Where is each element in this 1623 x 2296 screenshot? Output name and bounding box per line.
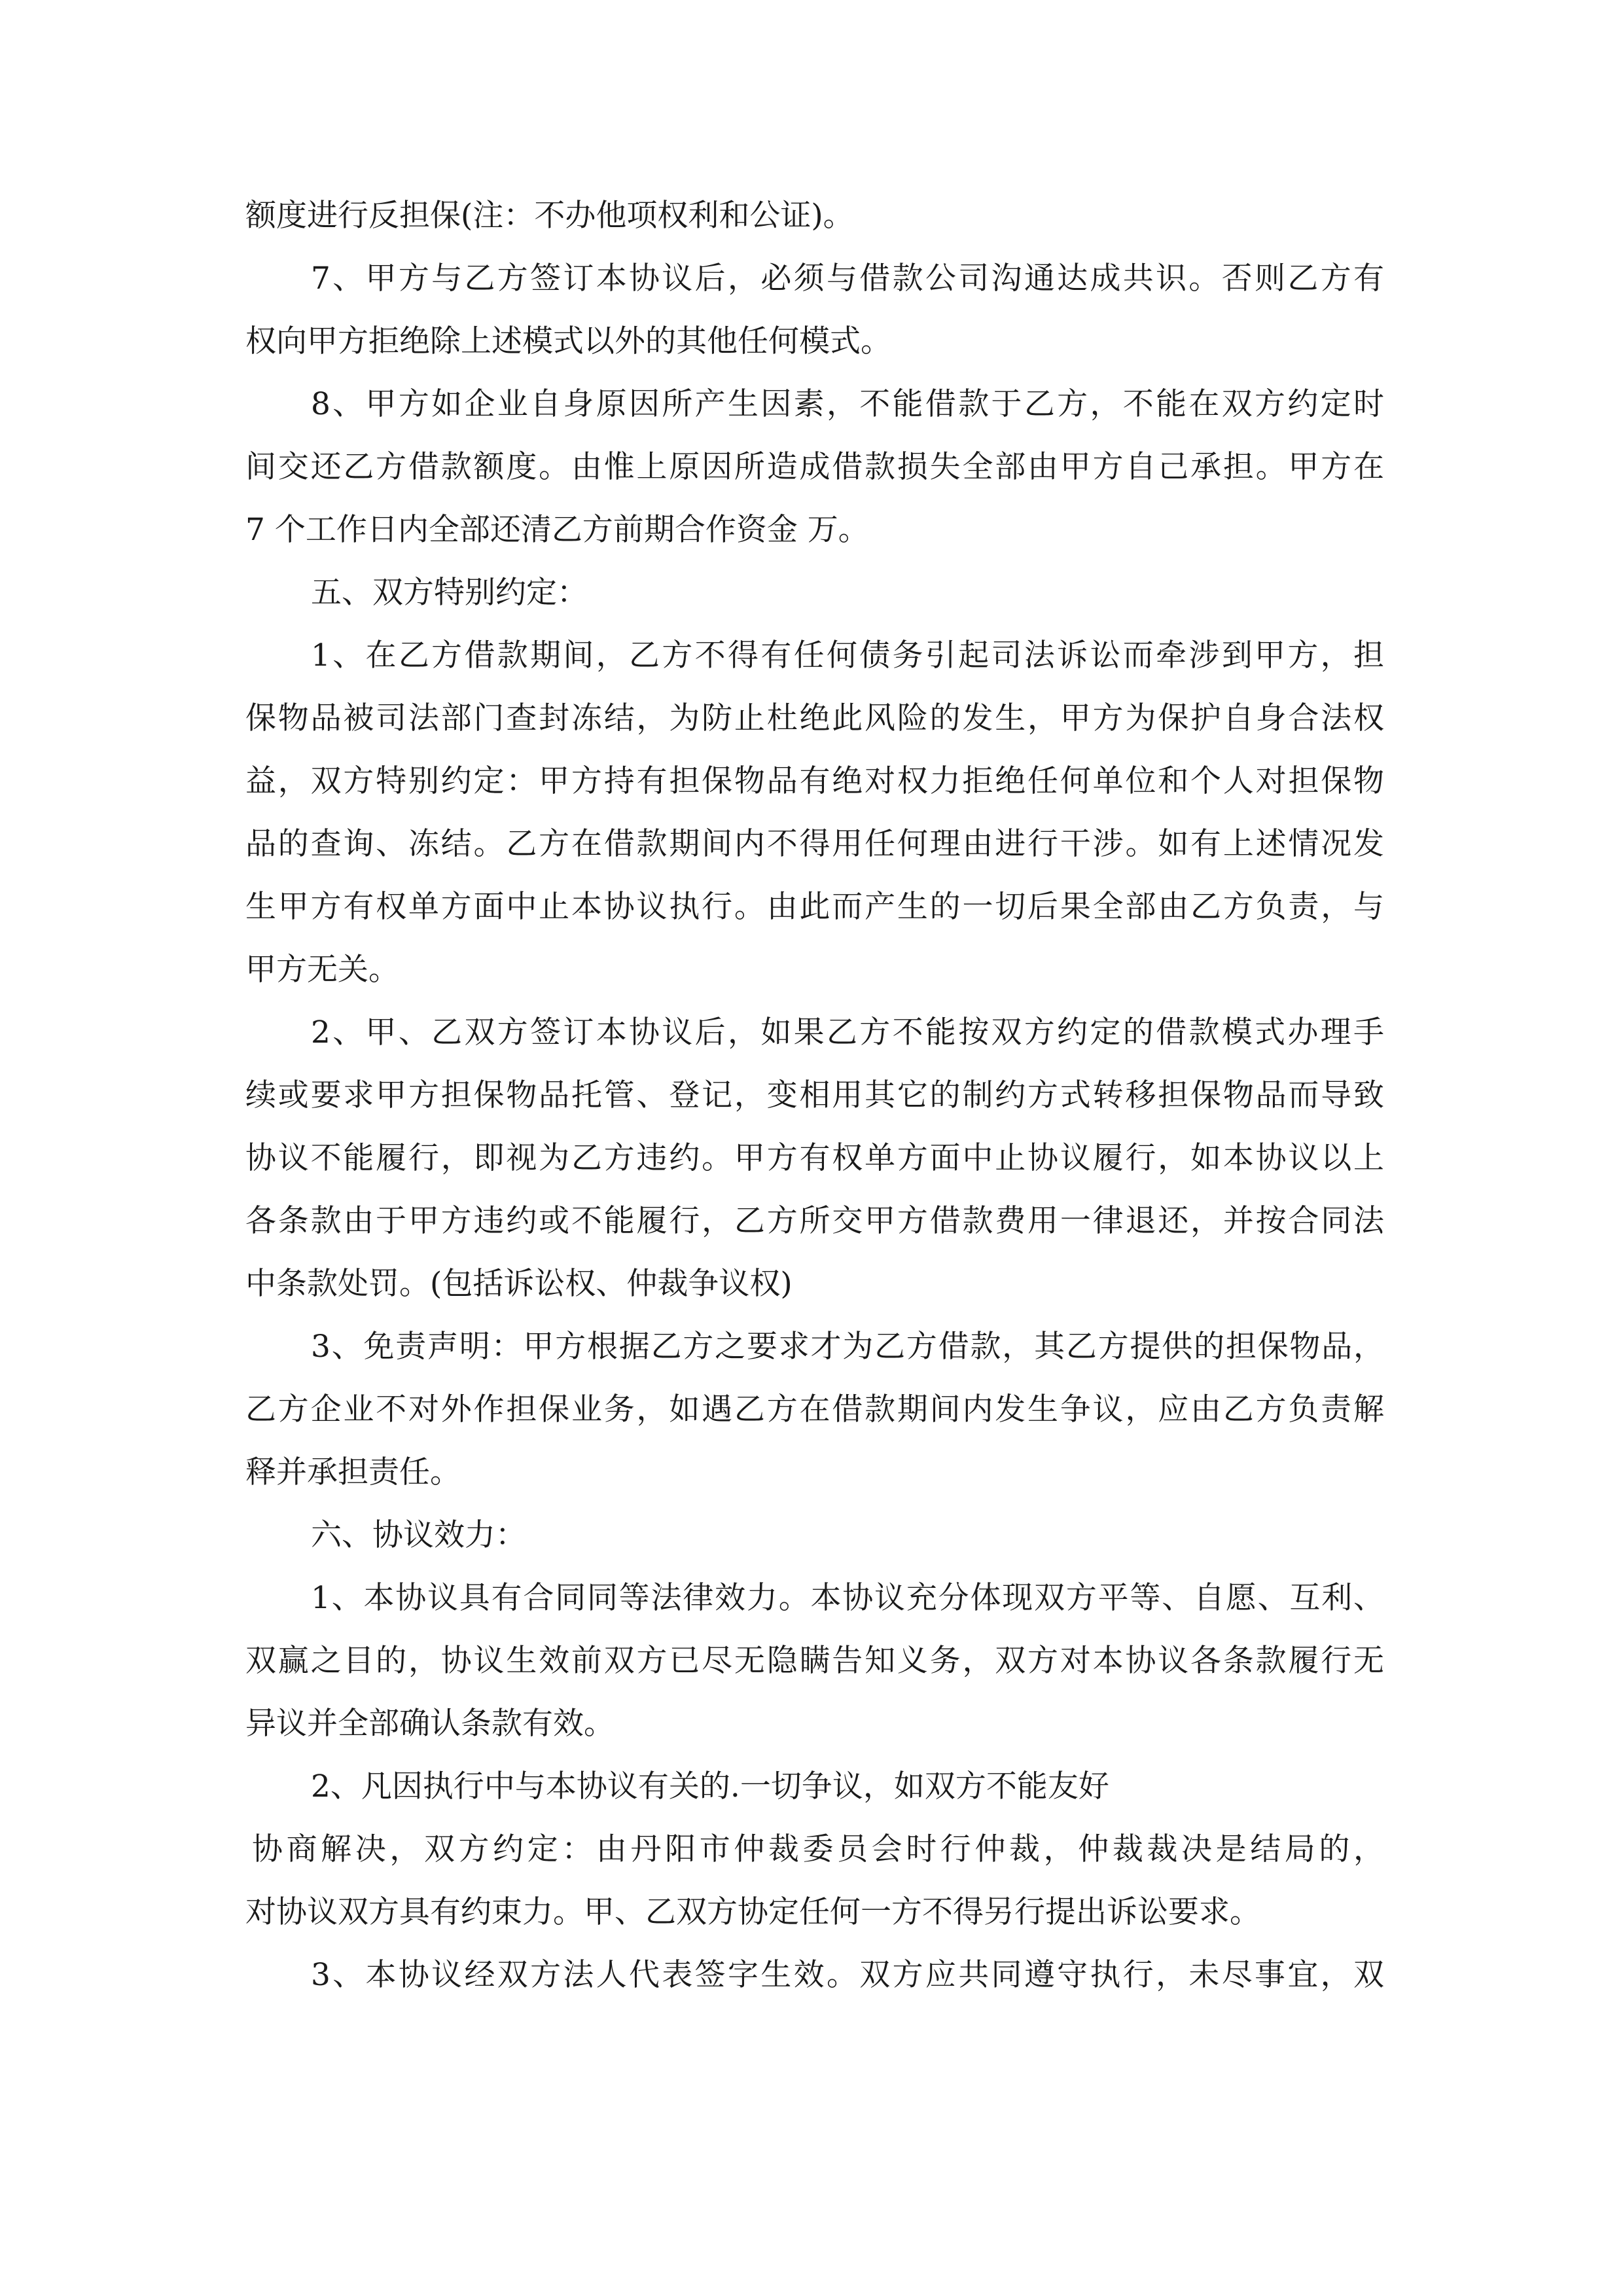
text-line: 异议并全部确认条款有效。 xyxy=(245,1706,615,1742)
text-line: 乙方企业不对外作担保业务，如遇乙方在借款期间内发生争议，应由乙方负责解 xyxy=(245,1391,1384,1427)
text-line: 7 个工作日内全部还清乙方前期合作资金 万。 xyxy=(245,512,869,548)
text-line: 协商解决，双方约定：由丹阳市仲裁委员会时行仲裁，仲裁裁决是结局的， xyxy=(252,1831,1384,1867)
text-line: 2、凡因执行中与本协议有关的.一切争议，如双方不能友好 xyxy=(311,1768,1109,1804)
text-line: 生甲方有权单方面中止本协议执行。由此而产生的一切后果全部由乙方负责，与 xyxy=(245,889,1384,925)
section-heading: 六、协议效力： xyxy=(311,1517,526,1553)
text-line: 各条款由于甲方违约或不能履行，乙方所交甲方借款费用一律退还，并按合同法 xyxy=(245,1203,1384,1239)
text-line: 释并承担责任。 xyxy=(245,1454,461,1490)
text-line: 1、在乙方借款期间，乙方不得有任何债务引起司法诉讼而牵涉到甲方，担 xyxy=(311,637,1384,673)
text-line: 额度进行反担保(注：不办他项权利和公证)。 xyxy=(245,198,854,234)
text-line: 7、甲方与乙方签订本协议后，必须与借款公司沟通达成共识。否则乙方有 xyxy=(311,260,1384,296)
text-line: 益，双方特别约定：甲方持有担保物品有绝对权力拒绝任何单位和个人对担保物 xyxy=(245,763,1384,799)
text-line: 中条款处罚。(包括诉讼权、仲裁争议权) xyxy=(245,1266,793,1302)
text-line: 对协议双方具有约束力。甲、乙双方协定任何一方不得另行提出诉讼要求。 xyxy=(245,1894,1260,1930)
text-line: 甲方无关。 xyxy=(245,952,399,988)
text-line: 3、本协议经双方法人代表签字生效。双方应共同遵守执行，未尽事宜，双 xyxy=(311,1957,1384,1993)
text-line: 间交还乙方借款额度。由惟上原因所造成借款损失全部由甲方自己承担。甲方在 xyxy=(245,449,1384,485)
text-line: 8、甲方如企业自身原因所产生因素，不能借款于乙方，不能在双方约定时 xyxy=(311,386,1384,422)
text-line: 权向甲方拒绝除上述模式以外的其他任何模式。 xyxy=(245,323,891,359)
section-heading: 五、双方特别约定： xyxy=(311,575,588,611)
text-line: 续或要求甲方担保物品托管、登记，变相用其它的制约方式转移担保物品而导致 xyxy=(245,1077,1384,1113)
text-line: 保物品被司法部门查封冻结，为防止杜绝此风险的发生，甲方为保护自身合法权 xyxy=(245,700,1384,736)
text-line: 2、甲、乙双方签订本协议后，如果乙方不能按双方约定的借款模式办理手 xyxy=(311,1014,1384,1050)
text-line: 协议不能履行，即视为乙方违约。甲方有权单方面中止协议履行，如本协议以上 xyxy=(245,1140,1384,1176)
text-line: 3、免责声明：甲方根据乙方之要求才为乙方借款，其乙方提供的担保物品， xyxy=(311,1329,1384,1365)
text-line: 品的查询、冻结。乙方在借款期间内不得用任何理由进行干涉。如有上述情况发 xyxy=(245,826,1384,862)
text-line: 双赢之目的，协议生效前双方已尽无隐瞒告知义务，双方对本协议各条款履行无 xyxy=(245,1643,1384,1679)
text-line: 1、本协议具有合同同等法律效力。本协议充分体现双方平等、自愿、互利、 xyxy=(311,1580,1384,1616)
